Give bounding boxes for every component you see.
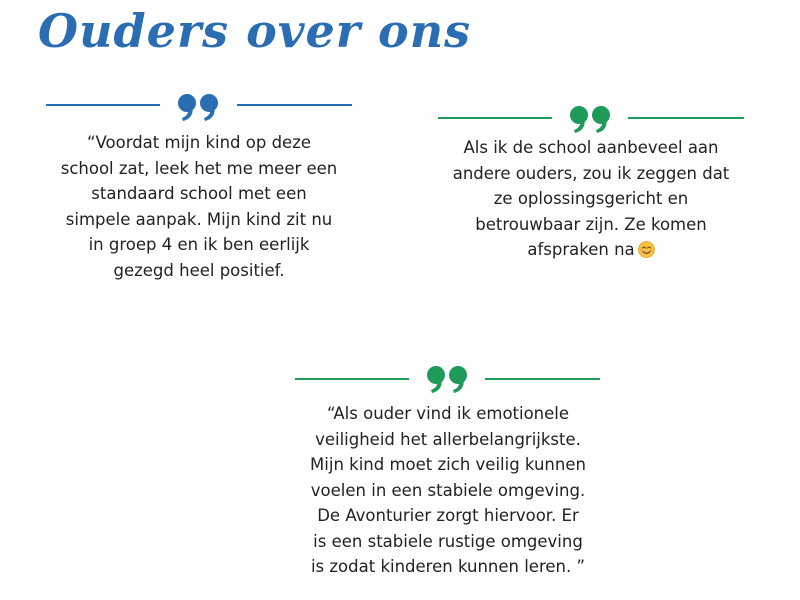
testimonial-text <box>430 135 752 263</box>
text-line: “Voordat mijn kind op deze <box>86 133 312 152</box>
text-line: veiligheid het allerbelangrijkste. <box>315 429 581 449</box>
smiley-icon <box>638 241 655 258</box>
divider-line-right <box>485 378 600 380</box>
divider-line-left <box>438 117 552 119</box>
text-line: afspraken na <box>527 240 635 259</box>
text-line: simpele aanpak. Mijn kind zit nu <box>65 209 333 229</box>
divider-line-left <box>46 104 160 106</box>
text-line: betrouwbaar zijn. Ze komen <box>475 214 707 234</box>
text-line: school zat, leek het me meer een <box>60 158 338 178</box>
text-line: is zodat kinderen kunnen leren. ” <box>310 557 586 576</box>
testimonial-text <box>40 130 358 283</box>
text-line: “Als ouder vind ik emotionele <box>326 404 570 423</box>
text-line: in groep 4 en ik ben eerlijk <box>88 235 310 254</box>
text-line: gezegd heel positief. <box>113 260 285 280</box>
divider-line-right <box>628 117 744 119</box>
text-line: Als ik de school aanbeveel aan <box>463 138 719 157</box>
divider-line-right <box>237 104 352 106</box>
testimonial-text <box>285 401 611 580</box>
page-title: Ouders over ons <box>38 4 472 58</box>
text-line: voelen in een stabiele omgeving. <box>310 480 586 500</box>
quote-icon <box>569 105 613 133</box>
text-line: Mijn kind moet zich veilig kunnen <box>310 455 586 474</box>
quote-icon <box>177 93 221 121</box>
text-line: standaard school met een <box>91 184 307 203</box>
quote-icon <box>426 365 470 393</box>
text-line: ze oplossingsgericht en <box>493 189 689 208</box>
text-line: is een stabiele rustige omgeving <box>313 531 583 551</box>
text-line: andere ouders, zou ik zeggen dat <box>452 163 730 183</box>
text-line: De Avonturier zorgt hiervoor. Er <box>317 506 579 525</box>
divider-line-left <box>295 378 409 380</box>
